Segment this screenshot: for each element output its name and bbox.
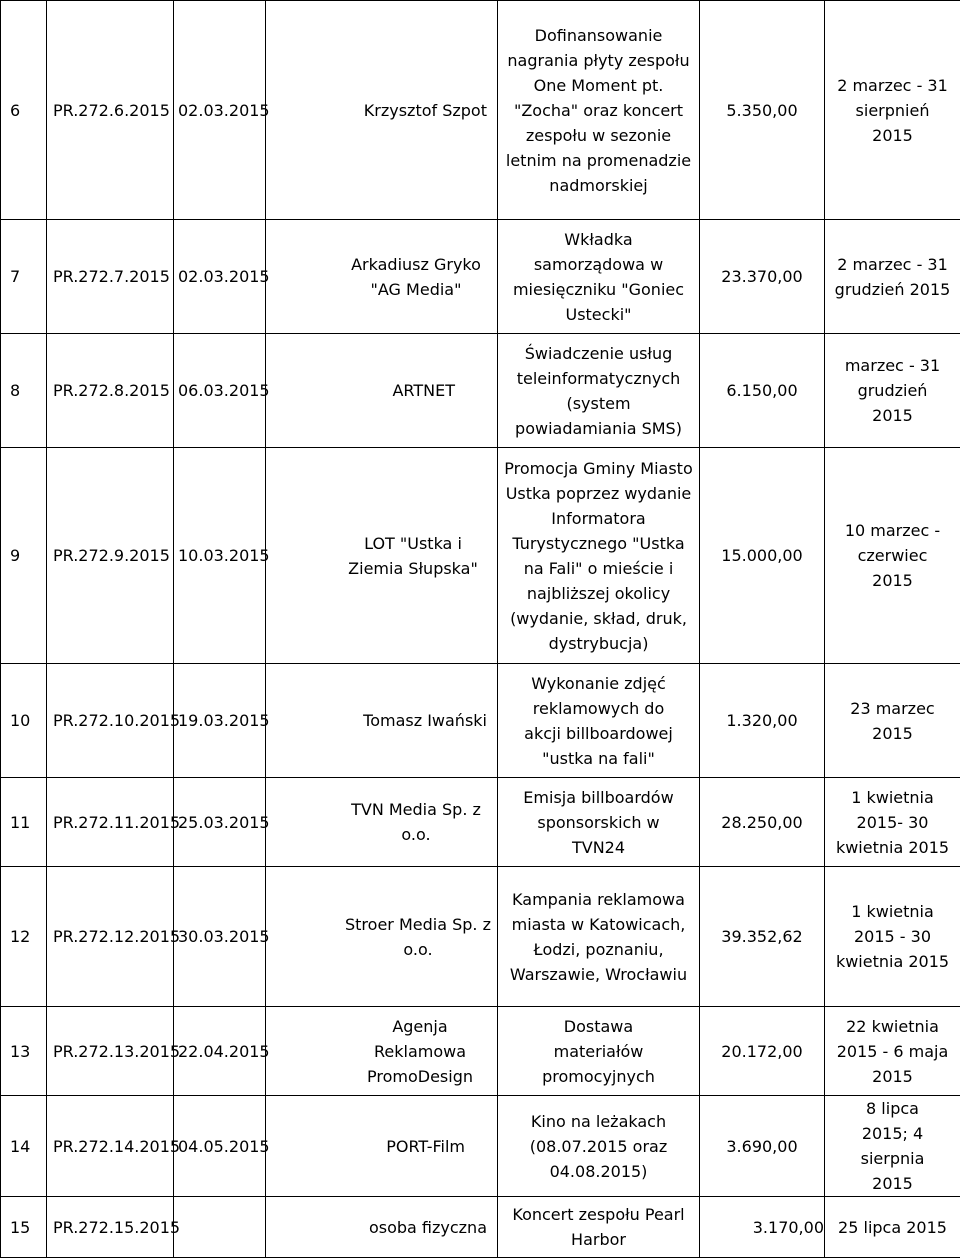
table-row	[1, 778, 960, 867]
contract-subject: Świadczenie usług teleinformatycznych (system powiadamiania SMS)	[498, 334, 700, 448]
row-number: 9	[1, 448, 47, 664]
contractor: Tomasz Iwański	[266, 664, 498, 778]
row-number: 15	[1, 1197, 47, 1258]
reference-number: PR.272.10.2015	[47, 664, 174, 778]
contract-period: 22 kwietnia 2015 - 6 maja 2015	[825, 1007, 960, 1096]
contract-date: 02.03.2015	[174, 1, 266, 220]
contractor: PORT-Film	[266, 1096, 498, 1197]
contract-subject: Wykonanie zdjęć reklamowych do akcji billboardowej "ustka na fali"	[498, 664, 700, 778]
contract-period: marzec - 31 grudzień 2015	[825, 334, 960, 448]
contract-period: 25 lipca 2015	[825, 1197, 960, 1258]
reference-number: PR.272.15.2015	[47, 1197, 174, 1258]
contract-subject: Emisja billboardów sponsorskich w TVN24	[498, 778, 700, 867]
table-row	[1, 664, 960, 778]
contract-date	[174, 1197, 266, 1258]
contract-period: 8 lipca 2015; 4 sierpnia 2015	[825, 1096, 960, 1197]
table-row	[1, 448, 960, 664]
reference-number: PR.272.14.2015	[47, 1096, 174, 1197]
contract-amount: 23.370,00	[700, 220, 825, 334]
contract-period: 1 kwietnia 2015 - 30 kwietnia 2015	[825, 867, 960, 1007]
contract-subject: Promocja Gminy Miasto Ustka poprzez wydanie Informatora Turystycznego "Ustka na Fali" o mieście i najbliższej okolicy (wydanie, skład, druk, dystrybucja)	[498, 448, 700, 664]
contract-amount: 20.172,00	[700, 1007, 825, 1096]
row-number: 10	[1, 664, 47, 778]
table-row	[1, 334, 960, 448]
contract-amount: 3.690,00	[700, 1096, 825, 1197]
row-number: 8	[1, 334, 47, 448]
reference-number: PR.272.12.2015	[47, 867, 174, 1007]
row-number: 11	[1, 778, 47, 867]
contract-amount: 28.250,00	[700, 778, 825, 867]
reference-number: PR.272.13.2015	[47, 1007, 174, 1096]
contract-date: 22.04.2015	[174, 1007, 266, 1096]
contract-subject: Dostawa materiałów promocyjnych	[498, 1007, 700, 1096]
contract-subject: Kampania reklamowa miasta w Katowicach, Łodzi, poznaniu, Warszawie, Wrocławiu	[498, 867, 700, 1007]
contract-date: 10.03.2015	[174, 448, 266, 664]
contract-date: 06.03.2015	[174, 334, 266, 448]
contract-amount: 6.150,00	[700, 334, 825, 448]
contract-amount: 15.000,00	[700, 448, 825, 664]
table-row	[1, 867, 960, 1007]
contract-period: 23 marzec 2015	[825, 664, 960, 778]
reference-number: PR.272.11.2015	[47, 778, 174, 867]
contract-amount: 39.352,62	[700, 867, 825, 1007]
table-row	[1, 1, 960, 220]
row-number: 12	[1, 867, 47, 1007]
contract-period: 1 kwietnia 2015- 30 kwietnia 2015	[825, 778, 960, 867]
contract-subject: Wkładka samorządowa w miesięczniku "Goniec Ustecki"	[498, 220, 700, 334]
reference-number: PR.272.6.2015	[47, 1, 174, 220]
contractor: Krzysztof Szpot	[266, 1, 498, 220]
contractor: TVN Media Sp. z o.o.	[266, 778, 498, 867]
contract-subject: Koncert zespołu Pearl Harbor	[498, 1197, 700, 1258]
contractor: LOT "Ustka i Ziemia Słupska"	[266, 448, 498, 664]
contract-subject: Kino na leżakach (08.07.2015 oraz 04.08.2015)	[498, 1096, 700, 1197]
contractor: Arkadiusz Gryko "AG Media"	[266, 220, 498, 334]
contract-date: 02.03.2015	[174, 220, 266, 334]
contract-date: 04.05.2015	[174, 1096, 266, 1197]
contract-date: 30.03.2015	[174, 867, 266, 1007]
contract-date: 25.03.2015	[174, 778, 266, 867]
contract-date: 19.03.2015	[174, 664, 266, 778]
contract-subject: Dofinansowanie nagrania płyty zespołu One Moment pt. "Zocha" oraz koncert zespołu w sezonie letnim na promenadzie nadmorskiej	[498, 1, 700, 220]
contractor: osoba fizyczna	[266, 1197, 498, 1258]
table-row	[1, 1197, 960, 1258]
contractor: Stroer Media Sp. z o.o.	[266, 867, 498, 1007]
reference-number: PR.272.8.2015	[47, 334, 174, 448]
row-number: 6	[1, 1, 47, 220]
contract-period: 2 marzec - 31 grudzień 2015	[825, 220, 960, 334]
table-row	[1, 1096, 960, 1197]
contractor: Agenja Reklamowa PromoDesign	[266, 1007, 498, 1096]
row-number: 14	[1, 1096, 47, 1197]
table-row	[1, 1007, 960, 1096]
row-number: 7	[1, 220, 47, 334]
contract-amount: 5.350,00	[700, 1, 825, 220]
contract-period: 2 marzec - 31 sierpnień 2015	[825, 1, 960, 220]
reference-number: PR.272.9.2015	[47, 448, 174, 664]
reference-number: PR.272.7.2015	[47, 220, 174, 334]
contract-period: 10 marzec - czerwiec 2015	[825, 448, 960, 664]
contract-amount: 3.170,00	[700, 1197, 825, 1258]
table-row	[1, 220, 960, 334]
contract-amount: 1.320,00	[700, 664, 825, 778]
row-number: 13	[1, 1007, 47, 1096]
contractor: ARTNET	[266, 334, 498, 448]
